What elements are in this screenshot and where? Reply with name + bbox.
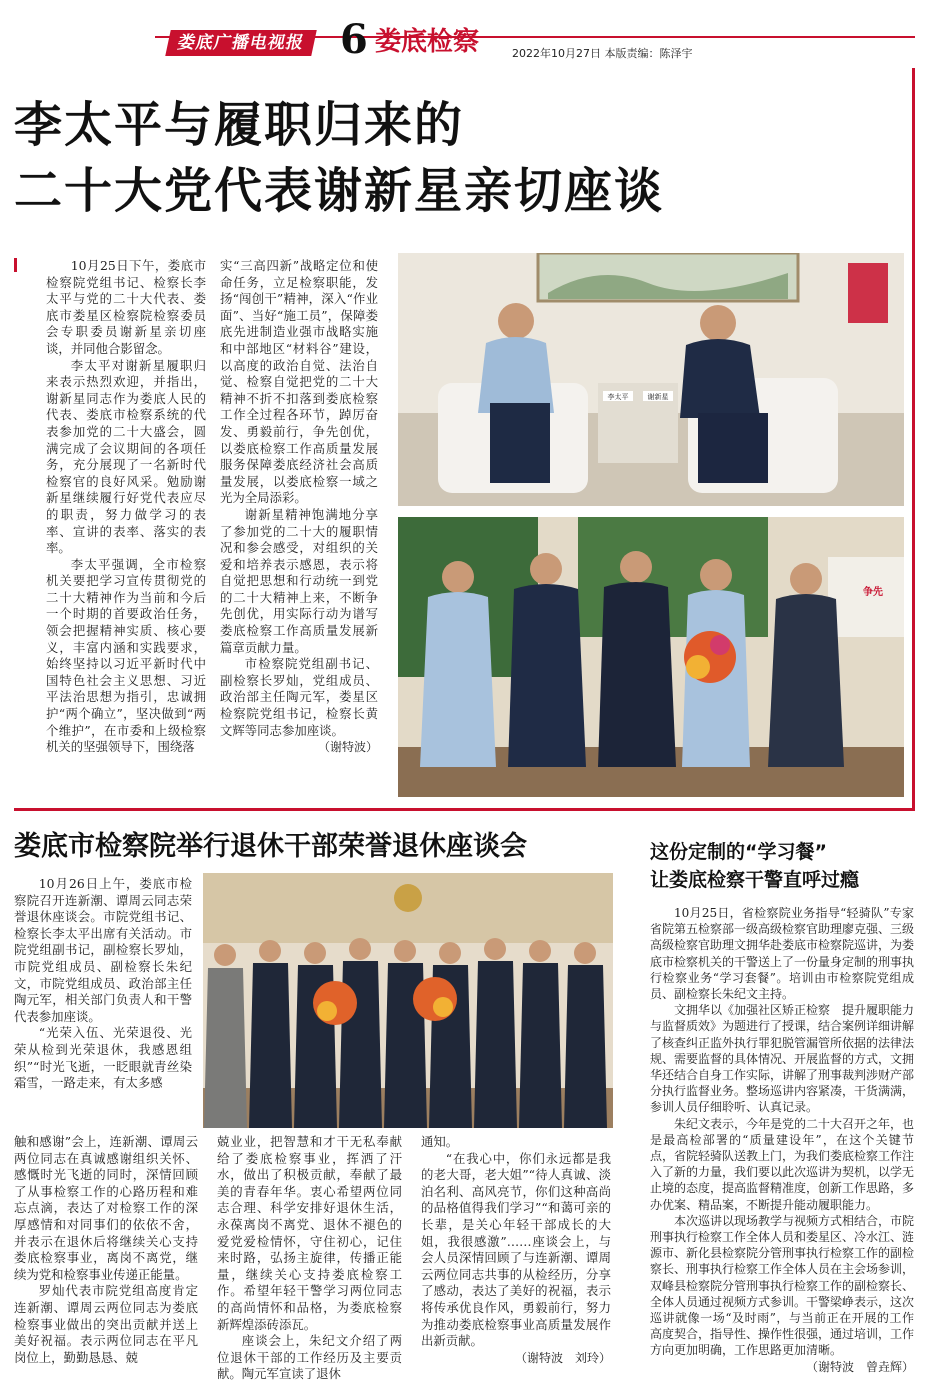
paragraph: 10月25日，省检察院业务指导“轻骑队”专家省院第五检察部一级高级检察官助理廖克强、三级高级检察官助理文拥华赴娄底市检察院巡讲，为娄底市检察机关的干警送上了一份量身定制的刑事执行检察业务“学习套餐”。培训由市检察院党组成员、副检察长朱纪文主持。: [650, 906, 915, 1002]
story2-column-3: [421, 1134, 611, 1366]
paragraph: 市检察院党组副书记、副检察长罗灿，党组成员、政治部主任陶元军，娄星区检察院党组书记，检察长黄文辉等同志参加座谈。: [220, 656, 378, 738]
paragraph: 文拥华以《加强社区矫正检察 提升履职能力与监督质效》为题进行了授课，结合案例详细讲解了核查纠正监外执行罪犯脱管漏管所依据的法律法规、需要监督的具体情况、开展监督的方式，文拥华还结合自身工作实际，讲解了刑事裁判涉财产部分执行监督业务。整场巡讲内容紧凑，干货满满，参训人员仔细聆听、认真记录。: [650, 1003, 915, 1115]
story3-headline-line2: 让娄底检察干警直呼过瘾: [650, 869, 860, 891]
banner-text: 争先: [863, 587, 883, 598]
dateline: 2022年10月27日 本版责编：陈泽宇: [512, 47, 693, 60]
paragraph: “在我心中，你们永远都是我的老大哥，老大姐”“待人真诚、淡泊名利、高风亮节，你们这种高尚的品格值得我们学习”“和蔼可亲的长辈，是关心年轻干部成长的大姐，我很感激”……座谈会上，与会人员深情回顾了与连新潮、谭周云两位同志共事的从检经历，分享了感动，表达了美好的祝福，表示将传承优良作风，勇毅前行，努力为推动娄底检察事业高质量发展作出新贡献。: [421, 1150, 611, 1349]
story1-headline-line2: 二十大党代表谢新星亲切座谈: [14, 163, 665, 219]
story3-body: [650, 905, 914, 1375]
paragraph: 朱纪文表示，今年是党的二十大召开之年，也是最高检部署的“质量建设年”，在这个关键节点，省院轻骑队送教上门，为我们娄底检察工作注入了新的力量，我们要以此次巡讲为契机，以学无止境的态度，提高监督精准度，创新工作思路，多办优案、精品案，不断提升能动履职能力。: [650, 1116, 915, 1212]
name-card-left: 李太平: [607, 393, 629, 401]
story3-byline: （谢特波 曾垚辉）: [805, 1359, 914, 1374]
paragraph: “光荣入伍、光荣退役、光荣从检到光荣退休，我感恩组织”“时光飞逝，一眨眼就青丝染霜雪，一路走来，有太多感: [14, 1025, 192, 1091]
story2-byline: （谢特波 刘玲）: [514, 1350, 611, 1365]
newspaper-logo: 娄底广播电视报: [165, 30, 317, 56]
retirement-group-illustration: [203, 873, 613, 1128]
seated-meeting-illustration: [398, 253, 904, 506]
paragraph: 本次巡讲以现场教学与视频方式相结合，市院刑事执行检察工作全体人员和娄星区、冷水江、涟源市、新化县检察院分管刑事执行检察工作的副检察长、刑事执行检察工作全体人员在主会场参训，双峰县检察院分管刑事执行检察工作的副检察长、全体人员通过视频方式参训。干警梁峥表示，这次巡讲就像一场“及时雨”，与当前正在开展的工作高度契合，指导性、操作性很强，通过培训，工作方向更加明确，工作思路更加清晰。: [650, 1213, 915, 1358]
story-frame-left: [14, 258, 17, 272]
paragraph: 实“三高四新”战略定位和使命任务，立足检察职能，发扬“闯创干”精神，深入“作业面”、当好“施工员”，保障娄底先进制造业强市战略实施和中部地区“材料谷”建设，以高度的政治自觉、法治自觉、检察自觉把党的二十大精神不折不扣落到娄底检察工作全过程各环节，踔厉奋发、勇毅前行，争先创优，以娄底检察工作高质量发展服务保障娄底经济社会高质量发展，以娄底检察一域之光为全局添彩。: [220, 258, 378, 506]
story3-headline-line1: 这份定制的“学习餐”: [650, 841, 827, 863]
story3-headline: [650, 838, 859, 894]
paragraph: 罗灿代表市院党组高度肯定连新潮、谭周云两位同志为娄底检察事业做出的突出贡献并送上美好祝福。表示两位同志在平凡岗位上，勤勤恳恳、兢: [14, 1283, 198, 1365]
story1-column-2: [220, 258, 378, 756]
story2-column-2: [217, 1134, 402, 1383]
photo-group-standing: [398, 517, 904, 797]
story1-headline: [14, 92, 664, 224]
paragraph: 触和感谢”会上，连新潮、谭周云两位同志在真诚感谢组织关怀、感慨时光飞逝的同时，深情回顾了从事检察工作的心路历程和难忘点滴，表达了对检察工作的深厚感情和对同事们的依依不舍，并表示在退休后将继续关心支持娄底检察事业，离岗不离党，继续为党和检察事业传递正能量。: [14, 1134, 198, 1282]
story2-column-1b: [14, 1134, 198, 1366]
paragraph: 10月25日下午，娄底市检察院党组书记、检察长李太平与党的二十大代表、娄底市娄星区检察院检察委员会专职委员谢新星亲切座谈，并同他合影留念。: [46, 258, 206, 356]
paragraph: 李太平强调，全市检察机关要把学习宣传贯彻党的二十大精神作为当前和今后一个时期的首要政治任务，领会把握精神实质、核心要义，丰富内涵和实践要求，始终坚持以习近平新时代中国特色社会主义思想、习近平法治思想为指引，忠诚拥护“两个确立”，坚决做到“两个维护”，在市委和上级检察机关的坚强领导下，围绕落: [46, 556, 206, 755]
page-number: 6: [340, 16, 368, 63]
section-title: 娄底检察: [375, 27, 480, 57]
story-frame-right: [912, 68, 915, 810]
story1-headline-line1: 李太平与履职归来的: [14, 97, 465, 153]
photo-seated-meeting: [398, 253, 904, 506]
story1-column-1: [46, 258, 206, 756]
group-standing-illustration: [398, 517, 904, 797]
paragraph: 座谈会上，朱纪文介绍了两位退休干部的工作经历及主要贡献。陶元军宣读了退休: [217, 1333, 402, 1382]
name-card-right: 谢新星: [647, 393, 669, 401]
paragraph: 10月26日上午，娄底市检察院召开连新潮、谭周云同志荣誉退休座谈会。市院党组书记、检察长李太平出席有关活动。市院党组副书记，副检察长罗灿，市院党组成员、副检察长朱纪文，市院党组成员、政治部主任陶元军，相关部门负责人和干警代表参加座谈。: [14, 876, 192, 1024]
story-frame-bottom: [14, 808, 915, 811]
story2-column-1a: [14, 876, 192, 1092]
paragraph: 通知。: [421, 1134, 459, 1149]
paragraph: 兢业业，把智慧和才干无私奉献给了娄底检察事业，挥洒了汗水，做出了积极贡献，奉献了最美的青春年华。衷心希望两位同志合理、科学安排好退休生活，永葆离岗不离党、退休不褪色的爱党爱检情怀，守住初心，记住来时路，弘扬主旋律，传播正能量，继续关心支持娄底检察工作。希望年轻干警学习两位同志的高尚情怀和品格，为娄底检察新辉煌添砖添瓦。: [217, 1134, 402, 1332]
photo-retirement-group: [203, 873, 613, 1128]
story1-byline: （谢特波）: [317, 740, 378, 755]
paragraph: 谢新星精神饱满地分享了参加党的二十大的履职情况和参会感受，对组织的关爱和培养表示感恩，表示将自觉把思想和行动统一到党的二十大精神上来，不断争先创优，用实际行动为谱写娄底检察工作高质量发展新篇章贡献力量。: [220, 506, 378, 655]
paragraph: 李太平对谢新星履职归来表示热烈欢迎，并指出，谢新星同志作为娄底人民的代表、娄底市检察系统的代表参加党的二十大盛会，圆满完成了会议期间的各项任务，充分展现了一名新时代检察官的良好风采。勉励谢新星继续履行好党代表应尽的职责，努力做学习的表率、宣讲的表率、落实的表率。: [46, 357, 206, 556]
story2-headline: 娄底市检察院举行退休干部荣誉退休座谈会: [14, 831, 527, 862]
